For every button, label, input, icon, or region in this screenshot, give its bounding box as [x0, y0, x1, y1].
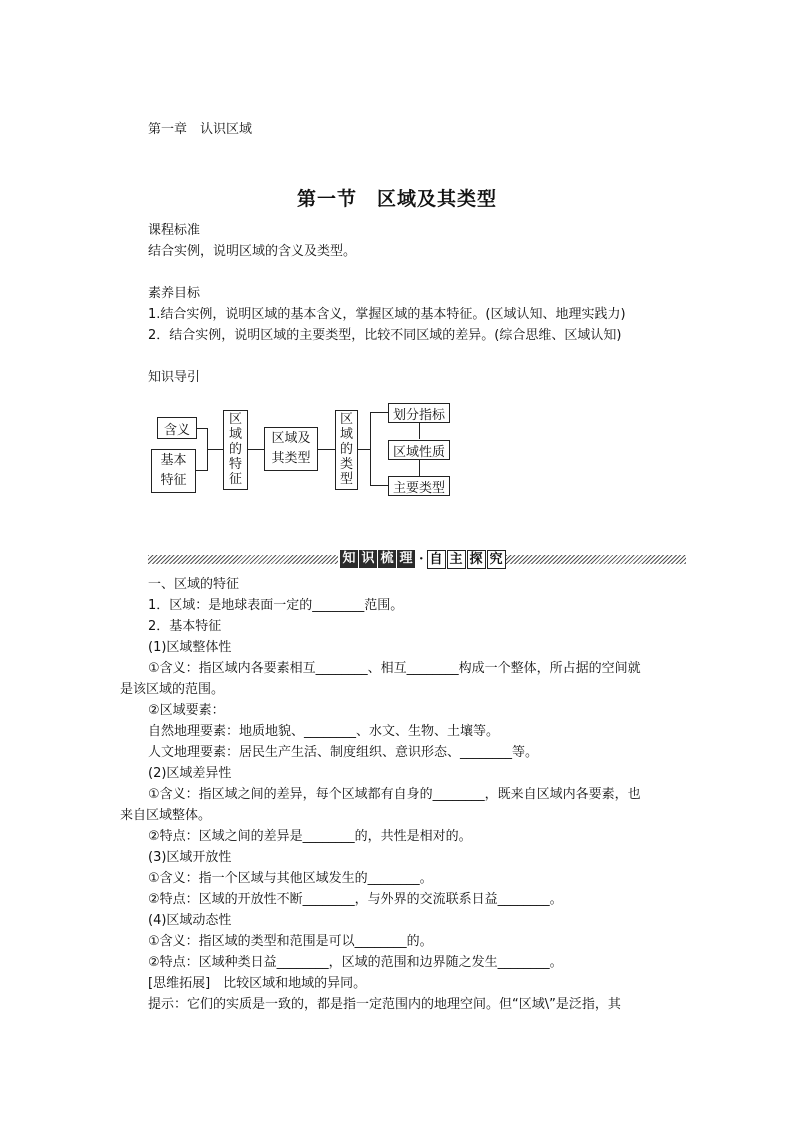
chapter-heading: 第一章 认识区域: [148, 122, 253, 137]
page-title: 第一节 区域及其类型: [296, 188, 497, 210]
content-line: (3)区域开放性: [148, 850, 232, 865]
diagram-box-r3: 主要类型: [388, 476, 450, 496]
banner-char: 识: [359, 550, 377, 568]
banner-hatch-right: [506, 555, 686, 564]
content-line: ①含义：指一个区域与其他区域发生的________。: [148, 871, 433, 886]
banner-char: 探: [467, 550, 486, 569]
guide-heading: 知识导引: [148, 370, 201, 385]
content-line: [思维拓展] 比较区域和地域的异同。: [148, 976, 367, 991]
content-line: 2．基本特征: [148, 619, 222, 634]
diagram-text: 基本: [160, 453, 187, 468]
content-line: ②特点：区域种类日益________，区域的范围和边界随之发生________。: [148, 955, 563, 970]
diagram-box-ji-ben-te-zheng: [151, 449, 196, 493]
diagram-text: 区域及: [271, 431, 311, 446]
content-line: ①含义：指区域内各要素相互________、相互________构成一个整体，所占据的空间就: [148, 661, 641, 676]
diagram-box-center: [264, 427, 318, 471]
diagram-char: 型: [339, 472, 353, 487]
content-line: ②特点：区域的开放性不断________，与外界的交流联系日益________。: [148, 892, 563, 907]
banner-hatch-left: [148, 555, 338, 564]
diagram-box-r1: 划分指标: [388, 403, 450, 423]
content-line: (1)区域整体性: [148, 640, 232, 655]
banner-dot: ·: [419, 551, 424, 567]
content-line: 来自区域整体。: [120, 808, 212, 823]
section-heading: 一、区域的特征: [148, 577, 240, 592]
diagram-box-han-yi: 含义: [157, 417, 197, 439]
content-line: ②区域要素：: [148, 703, 225, 718]
banner-char: 梳: [378, 550, 396, 568]
content-line: 自然地理要素：地质地貌、________、水文、生物、土壤等。: [148, 724, 500, 739]
banner-char: 究: [487, 550, 506, 569]
banner-char: 理: [397, 550, 415, 568]
content-line: 是该区域的范围。: [120, 682, 225, 697]
goal-item: 1.结合实例，说明区域的基本含义，掌握区域的基本特征。(区域认知、地理实践力): [148, 307, 626, 322]
diagram-char: 域: [228, 427, 242, 442]
diagram-char: 区: [339, 412, 353, 427]
diagram-box-types: [335, 410, 358, 490]
content-line: (4)区域动态性: [148, 913, 232, 928]
diagram-char: 特: [228, 457, 242, 472]
content-line: ①含义：指区域之间的差异，每个区域都有自身的________，既来自区域内各要素，也: [148, 787, 641, 802]
diagram-char: 区: [228, 412, 242, 427]
diagram-char: 的: [339, 442, 353, 457]
content-line: ②特点：区域之间的差异是________的，共性是相对的。: [148, 829, 472, 844]
standard-heading: 课程标准: [148, 223, 201, 238]
diagram-box-r2: 区域性质: [388, 440, 450, 460]
goals-heading: 素养目标: [148, 286, 201, 301]
diagram-text: 其类型: [271, 451, 311, 466]
diagram-char: 类: [339, 457, 353, 472]
section-banner: [340, 549, 507, 569]
diagram-char: 征: [228, 472, 242, 487]
banner-char: 自: [427, 550, 446, 569]
content-line: (2)区域差异性: [148, 766, 232, 781]
goal-item: 2．结合实例，说明区域的主要类型，比较不同区域的差异。(综合思维、区域认知): [148, 328, 622, 343]
content-line: 人文地理要素：居民生产生活、制度组织、意识形态、________等。: [148, 745, 539, 760]
diagram-text: 特征: [160, 473, 187, 488]
diagram-char: 域: [339, 427, 353, 442]
banner-char: 主: [447, 550, 466, 569]
content-line: ①含义：指区域的类型和范围是可以________的。: [148, 934, 433, 949]
standard-text: 结合实例，说明区域的含义及类型。: [148, 244, 357, 259]
content-line: 1．区域：是地球表面一定的________范围。: [148, 598, 404, 613]
banner-char: 知: [340, 550, 358, 568]
diagram-char: 的: [228, 442, 242, 457]
content-line: 提示：它们的实质是一致的，都是指一定范围内的地理空间。但“区域\”是泛指，其: [148, 997, 621, 1012]
diagram-box-features: [223, 410, 248, 490]
